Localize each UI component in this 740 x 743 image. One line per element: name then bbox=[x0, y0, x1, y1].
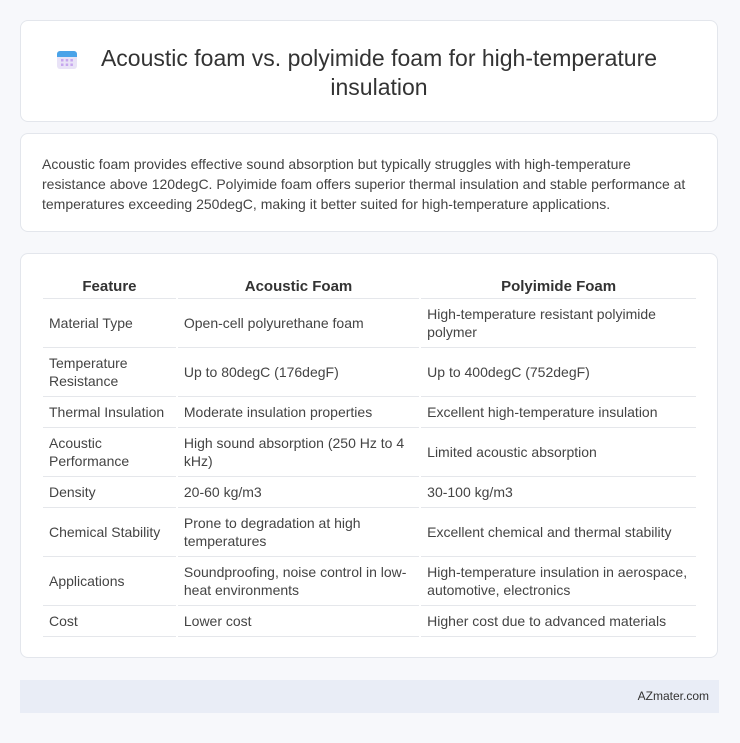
polyimide-cell: Limited acoustic absorption bbox=[421, 428, 696, 477]
table-row bbox=[43, 348, 696, 397]
summary-text: Acoustic foam provides effective sound absorption but typically struggles with high-temperature resistance above 120degC. Polyimide foam offers superior thermal insulation and stable performance at temperatures exceeding 250degC, making it better suited for high-temperature applications. bbox=[42, 156, 686, 212]
table-row bbox=[43, 508, 696, 557]
acoustic-cell: Open-cell polyurethane foam bbox=[178, 299, 419, 348]
footer-bar bbox=[20, 680, 719, 713]
polyimide-cell: Higher cost due to advanced materials bbox=[421, 606, 696, 637]
polyimide-cell: Up to 400degC (752degF) bbox=[421, 348, 696, 397]
feature-cell: Thermal Insulation bbox=[43, 397, 176, 428]
title-card bbox=[20, 20, 718, 122]
footer-brand: AZmater.com bbox=[637, 689, 709, 703]
feature-cell: Temperature Resistance bbox=[43, 348, 176, 397]
header-acoustic-foam: Acoustic Foam bbox=[178, 272, 419, 299]
polyimide-cell: 30-100 kg/m3 bbox=[421, 477, 696, 508]
feature-cell: Chemical Stability bbox=[43, 508, 176, 557]
comparison-table-card bbox=[20, 253, 718, 658]
page-title: Acoustic foam vs. polyimide foam for high-temperature insulation bbox=[100, 45, 658, 100]
acoustic-cell: Prone to degradation at high temperatures bbox=[178, 508, 419, 557]
feature-cell: Applications bbox=[43, 557, 176, 606]
feature-cell: Material Type bbox=[43, 299, 176, 348]
comparison-table bbox=[41, 272, 698, 637]
header-polyimide-foam: Polyimide Foam bbox=[421, 272, 696, 299]
table-row bbox=[43, 557, 696, 606]
polyimide-cell: Excellent chemical and thermal stability bbox=[421, 508, 696, 557]
table-row bbox=[43, 397, 696, 428]
feature-cell: Density bbox=[43, 477, 176, 508]
table-row bbox=[43, 477, 696, 508]
polyimide-cell: High-temperature insulation in aerospace, automotive, electronics bbox=[421, 557, 696, 606]
polyimide-cell: High-temperature resistant polyimide polymer bbox=[421, 299, 696, 348]
table-row bbox=[43, 428, 696, 477]
acoustic-cell: Soundproofing, noise control in low-heat environments bbox=[178, 557, 419, 606]
acoustic-cell: Lower cost bbox=[178, 606, 419, 637]
acoustic-cell: Up to 80degC (176degF) bbox=[178, 348, 419, 397]
header-feature: Feature bbox=[43, 272, 176, 299]
acoustic-cell: 20-60 kg/m3 bbox=[178, 477, 419, 508]
acoustic-cell: Moderate insulation properties bbox=[178, 397, 419, 428]
table-row bbox=[43, 606, 696, 637]
feature-cell: Acoustic Performance bbox=[43, 428, 176, 477]
table-row bbox=[43, 299, 696, 348]
feature-cell: Cost bbox=[43, 606, 176, 637]
acoustic-cell: High sound absorption (250 Hz to 4 kHz) bbox=[178, 428, 419, 477]
polyimide-cell: Excellent high-temperature insulation bbox=[421, 397, 696, 428]
summary-card bbox=[20, 133, 718, 232]
table-header-row bbox=[43, 272, 696, 299]
